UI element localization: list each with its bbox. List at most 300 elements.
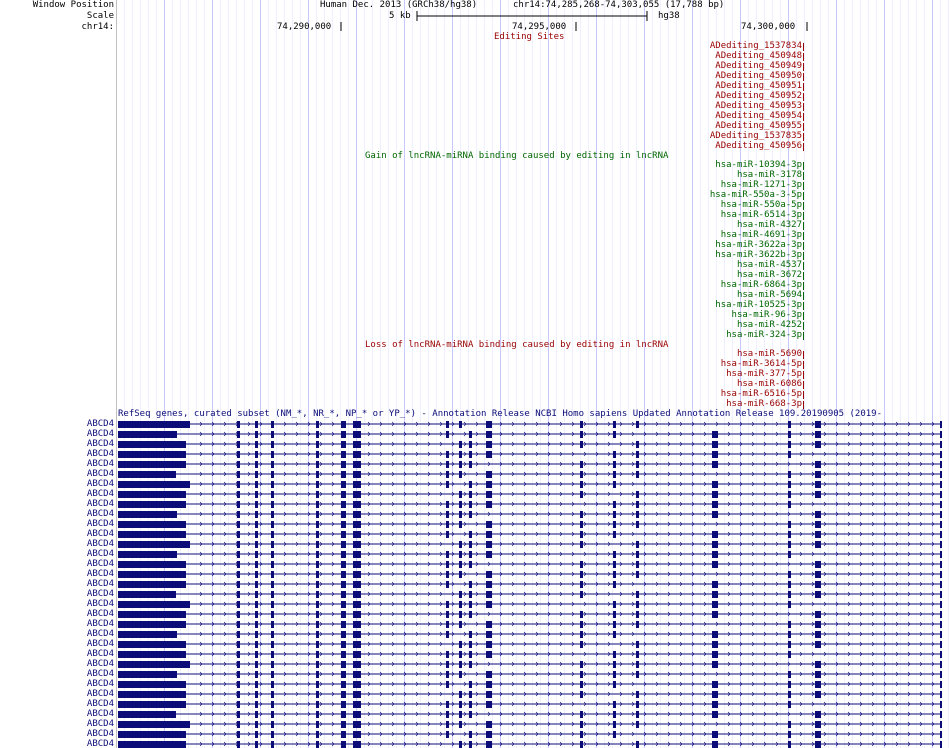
gene-exon-block bbox=[580, 491, 583, 498]
gene-exon-block bbox=[237, 671, 240, 678]
gain-track-title[interactable]: Gain of lncRNA-miRNA binding caused by editing in lncRNA bbox=[365, 151, 669, 161]
gene-exon-block bbox=[459, 701, 462, 708]
gene-exon-block bbox=[255, 481, 258, 488]
gene-exon-block bbox=[486, 651, 492, 658]
editing-site-mark bbox=[803, 103, 804, 111]
gene-exon-block bbox=[118, 441, 186, 448]
gene-exon-block bbox=[459, 451, 462, 458]
gene-exon-block bbox=[613, 561, 616, 568]
gene-exon-block bbox=[486, 731, 492, 738]
gene-exon-block bbox=[316, 431, 319, 438]
gene-row-label[interactable]: ABCD4 bbox=[86, 609, 114, 619]
gene-exon-block bbox=[341, 611, 346, 618]
gene-exon-block bbox=[174, 581, 177, 588]
chrom-label: chr14: bbox=[81, 22, 114, 32]
gene-exon-block bbox=[237, 621, 240, 628]
gene-exon-block bbox=[118, 711, 176, 718]
gene-exon-block bbox=[613, 661, 616, 668]
gene-exon-block bbox=[940, 471, 942, 478]
gene-exon-block bbox=[712, 501, 718, 508]
gene-exon-block bbox=[486, 581, 492, 588]
gene-exon-block bbox=[271, 621, 274, 628]
gene-exon-block bbox=[237, 491, 240, 498]
gene-exon-block bbox=[316, 501, 319, 508]
gene-exon-block bbox=[580, 471, 583, 478]
gene-exon-block bbox=[255, 631, 258, 638]
gene-exon-block bbox=[580, 481, 583, 488]
gene-exon-block bbox=[271, 611, 274, 618]
gene-exon-block bbox=[613, 531, 616, 538]
gene-exon-block bbox=[341, 421, 346, 428]
gene-exon-block bbox=[174, 451, 177, 458]
gene-exon-block bbox=[237, 481, 240, 488]
gene-row-label[interactable]: ABCD4 bbox=[86, 459, 114, 469]
gene-exon-block bbox=[316, 741, 319, 748]
gene-exon-block bbox=[486, 641, 492, 648]
gain-mirna-label[interactable]: hsa-miR-5694 bbox=[736, 290, 802, 300]
gene-exon-block bbox=[341, 511, 346, 518]
gene-exon-block bbox=[255, 671, 258, 678]
gene-exon-block bbox=[712, 561, 718, 568]
gene-exon-block bbox=[237, 641, 240, 648]
gene-exon-block bbox=[580, 741, 583, 748]
gene-row-label[interactable]: ABCD4 bbox=[86, 559, 114, 569]
gene-exon-block bbox=[341, 571, 346, 578]
gain-mirna-mark bbox=[803, 292, 804, 300]
gene-exon-block bbox=[341, 471, 346, 478]
gene-row-label[interactable]: ABCD4 bbox=[86, 529, 114, 539]
loss-mirna-label[interactable]: hsa-miR-377-5p bbox=[726, 369, 802, 379]
gene-exon-block bbox=[446, 531, 449, 538]
gene-exon-block bbox=[237, 461, 240, 468]
gene-exon-block bbox=[712, 611, 718, 618]
gene-exon-block bbox=[271, 501, 274, 508]
gene-exon-block bbox=[353, 731, 361, 738]
gain-mirna-label[interactable]: hsa-miR-3622a-3p bbox=[715, 240, 802, 250]
gene-exon-block bbox=[316, 691, 319, 698]
editing-site-mark bbox=[803, 123, 804, 131]
gene-exon-block bbox=[237, 561, 240, 568]
gene-exon-block bbox=[353, 571, 361, 578]
loss-mirna-label[interactable]: hsa-miR-5690 bbox=[736, 349, 802, 359]
gene-exon-block bbox=[636, 591, 639, 598]
gene-exon-block bbox=[459, 461, 462, 468]
gene-row-label[interactable]: ABCD4 bbox=[86, 689, 114, 699]
gene-row-label[interactable]: ABCD4 bbox=[86, 469, 114, 479]
gene-exon-block bbox=[271, 601, 274, 608]
editing-site-label[interactable]: ADediting_450955 bbox=[715, 121, 802, 131]
gene-exon-block bbox=[636, 671, 639, 678]
gene-exon-block bbox=[271, 671, 274, 678]
editing-site-label[interactable]: ADediting_450956 bbox=[715, 141, 802, 151]
gene-exon-block bbox=[636, 651, 639, 658]
gene-exon-block bbox=[316, 451, 319, 458]
gene-exon-block bbox=[940, 571, 942, 578]
gene-exon-block bbox=[788, 471, 791, 478]
gene-exon-block bbox=[459, 561, 462, 568]
gene-exon-block bbox=[712, 491, 718, 498]
gene-row-label[interactable]: ABCD4 bbox=[86, 519, 114, 529]
gene-exon-block bbox=[815, 441, 821, 448]
gene-row-label[interactable]: ABCD4 bbox=[86, 699, 114, 709]
loss-mirna-mark bbox=[803, 391, 804, 399]
gene-exon-block bbox=[486, 691, 492, 698]
gene-row-label[interactable]: ABCD4 bbox=[86, 549, 114, 559]
gene-exon-block bbox=[712, 651, 718, 658]
editing-site-label[interactable]: ADediting_450952 bbox=[715, 91, 802, 101]
gene-exon-block bbox=[118, 661, 190, 668]
editing-site-mark bbox=[803, 113, 804, 121]
gene-exon-block bbox=[613, 671, 616, 678]
assembly-text: Human Dec. 2013 (GRCh38/hg38) bbox=[320, 0, 478, 10]
gene-exon-block bbox=[815, 681, 821, 688]
gene-exon-block bbox=[446, 511, 449, 518]
gain-mirna-label[interactable]: hsa-miR-3622b-3p bbox=[715, 250, 802, 260]
gene-exon-block bbox=[353, 491, 361, 498]
gain-mirna-label[interactable]: hsa-miR-550a-3-5p bbox=[709, 190, 802, 200]
gain-mirna-mark bbox=[803, 302, 804, 310]
gene-exon-block bbox=[316, 471, 319, 478]
gene-exon-block bbox=[174, 461, 177, 468]
gene-exon-block bbox=[636, 721, 639, 728]
gain-mirna-mark bbox=[803, 242, 804, 250]
gene-exon-block bbox=[469, 551, 472, 558]
editing-site-mark bbox=[803, 43, 804, 51]
gene-exon-block bbox=[237, 711, 240, 718]
gene-exon-block bbox=[815, 691, 821, 698]
gene-row-label[interactable]: ABCD4 bbox=[86, 539, 114, 549]
gene-row-label[interactable]: ABCD4 bbox=[86, 659, 114, 669]
gene-exon-block bbox=[353, 501, 361, 508]
gene-exon-block bbox=[613, 471, 616, 478]
gene-exon-block bbox=[353, 641, 361, 648]
gene-exon-block bbox=[613, 621, 616, 628]
gene-exon-block bbox=[118, 621, 186, 628]
gene-exon-block bbox=[469, 731, 472, 738]
gene-exon-block bbox=[237, 541, 240, 548]
editing-site-label[interactable]: ADediting_1537834 bbox=[709, 41, 802, 51]
position-text: chr14:74,285,268-74,303,055 (17,788 bp) bbox=[513, 0, 725, 10]
gene-row-label[interactable]: ABCD4 bbox=[86, 599, 114, 609]
gene-row-label[interactable]: ABCD4 bbox=[86, 449, 114, 459]
loss-mirna-label[interactable]: hsa-miR-6516-5p bbox=[720, 389, 802, 399]
gain-mirna-label[interactable]: hsa-miR-6514-3p bbox=[720, 210, 802, 220]
gene-exon-block bbox=[940, 651, 942, 658]
gene-exon-block bbox=[788, 741, 791, 748]
gene-exon-block bbox=[815, 531, 821, 538]
gene-exon-block bbox=[237, 571, 240, 578]
gene-row-label[interactable]: ABCD4 bbox=[86, 499, 114, 509]
gene-row-label[interactable]: ABCD4 bbox=[86, 589, 114, 599]
gene-exon-block bbox=[237, 631, 240, 638]
gene-row-label[interactable]: ABCD4 bbox=[86, 479, 114, 489]
gain-mirna-label[interactable]: hsa-miR-324-3p bbox=[726, 330, 802, 340]
gene-row-label[interactable]: ABCD4 bbox=[86, 419, 114, 429]
gene-exon-block bbox=[341, 561, 346, 568]
gene-exon-block bbox=[237, 731, 240, 738]
gene-exon-block bbox=[580, 561, 583, 568]
gene-row-label[interactable]: ABCD4 bbox=[86, 569, 114, 579]
gene-exon-block bbox=[446, 611, 449, 618]
editing-site-label[interactable]: ADediting_1537835 bbox=[709, 131, 802, 141]
gene-exon-block bbox=[316, 511, 319, 518]
gain-mirna-mark bbox=[803, 322, 804, 330]
gene-exon-block bbox=[341, 441, 346, 448]
gene-exon-block bbox=[271, 691, 274, 698]
gene-exon-block bbox=[613, 581, 616, 588]
gene-exon-block bbox=[486, 431, 492, 438]
gene-exon-block bbox=[815, 481, 821, 488]
gene-exon-block bbox=[353, 611, 361, 618]
gene-exon-block bbox=[580, 531, 583, 538]
gene-row-label[interactable]: ABCD4 bbox=[86, 429, 114, 439]
gene-exon-block bbox=[788, 571, 791, 578]
gain-mirna-label[interactable]: hsa-miR-550a-5p bbox=[720, 200, 802, 210]
gene-exon-block bbox=[580, 731, 583, 738]
gene-exon-block bbox=[788, 701, 791, 708]
gene-exon-block bbox=[580, 711, 583, 718]
gene-exon-block bbox=[174, 521, 177, 528]
scale-assembly-label: hg38 bbox=[658, 11, 680, 21]
gene-exon-block bbox=[353, 651, 361, 658]
gain-mirna-mark bbox=[803, 202, 804, 210]
gain-mirna-mark bbox=[803, 282, 804, 290]
gene-exon-block bbox=[469, 651, 472, 658]
gene-exon-block bbox=[459, 741, 462, 748]
gene-exon-block bbox=[712, 431, 718, 438]
gene-exon-block bbox=[459, 671, 462, 678]
gene-row-label[interactable]: ABCD4 bbox=[86, 439, 114, 449]
gene-exon-block bbox=[255, 561, 258, 568]
gene-exon-block bbox=[636, 601, 639, 608]
gain-mirna-label[interactable]: hsa-miR-6864-3p bbox=[720, 280, 802, 290]
gene-exon-block bbox=[446, 551, 449, 558]
gene-exon-block bbox=[255, 741, 258, 748]
gene-exon-block bbox=[712, 641, 718, 648]
gene-exon-block bbox=[613, 711, 616, 718]
gene-exon-block bbox=[580, 661, 583, 668]
editing-site-label[interactable]: ADediting_450950 bbox=[715, 71, 802, 81]
gain-mirna-label[interactable]: hsa-miR-96-3p bbox=[731, 310, 802, 320]
gene-exon-block bbox=[459, 551, 462, 558]
loss-mirna-label[interactable]: hsa-miR-668-3p bbox=[726, 399, 802, 409]
gene-exon-block bbox=[237, 581, 240, 588]
gene-exon-block bbox=[486, 571, 492, 578]
gene-exon-block bbox=[353, 481, 361, 488]
gene-exon-block bbox=[446, 481, 449, 488]
gene-exon-block bbox=[174, 481, 177, 488]
gain-mirna-label[interactable]: hsa-miR-10394-3p bbox=[715, 160, 802, 170]
gene-exon-block bbox=[613, 631, 616, 638]
editing-site-label[interactable]: ADediting_450949 bbox=[715, 61, 802, 71]
gene-exon-block bbox=[237, 741, 240, 748]
gene-exon-block bbox=[469, 641, 472, 648]
gene-exon-block bbox=[237, 521, 240, 528]
gene-exon-block bbox=[636, 521, 639, 528]
gene-exon-block bbox=[271, 491, 274, 498]
gene-exon-block bbox=[636, 541, 639, 548]
gene-exon-block bbox=[446, 621, 449, 628]
gene-exon-block bbox=[788, 631, 791, 638]
gene-exon-block bbox=[353, 461, 361, 468]
gene-exon-block bbox=[469, 711, 472, 718]
gene-exon-block bbox=[712, 681, 718, 688]
gene-exon-block bbox=[469, 461, 472, 468]
gain-mirna-label[interactable]: hsa-miR-4252 bbox=[736, 320, 802, 330]
gene-exon-block bbox=[271, 571, 274, 578]
gain-mirna-label[interactable]: hsa-miR-4327 bbox=[736, 220, 802, 230]
gene-row-label[interactable]: ABCD4 bbox=[86, 719, 114, 729]
gene-row-label[interactable]: ABCD4 bbox=[86, 709, 114, 719]
gene-row-label[interactable]: ABCD4 bbox=[86, 619, 114, 629]
gene-exon-block bbox=[353, 451, 361, 458]
gene-exon-block bbox=[788, 651, 791, 658]
loss-mirna-label[interactable]: hsa-miR-6086 bbox=[736, 379, 802, 389]
gene-exon-block bbox=[486, 671, 492, 678]
gene-exon-block bbox=[271, 661, 274, 668]
gene-exon-block bbox=[271, 511, 274, 518]
gene-exon-block bbox=[815, 421, 821, 428]
gene-exon-block bbox=[316, 421, 319, 428]
gain-mirna-label[interactable]: hsa-miR-4537 bbox=[736, 260, 802, 270]
gene-exon-block bbox=[271, 441, 274, 448]
gene-exon-block bbox=[940, 461, 942, 468]
gene-exon-block bbox=[446, 501, 449, 508]
gene-exon-block bbox=[255, 611, 258, 618]
gene-exon-block bbox=[316, 571, 319, 578]
gene-exon-block bbox=[237, 431, 240, 438]
gene-exon-block bbox=[469, 611, 472, 618]
gene-exon-block bbox=[341, 551, 346, 558]
gene-exon-block bbox=[174, 661, 177, 668]
gene-exon-block bbox=[271, 431, 274, 438]
editing-site-label[interactable]: ADediting_450948 bbox=[715, 51, 802, 61]
gene-exon-block bbox=[237, 451, 240, 458]
gene-exon-block bbox=[341, 541, 346, 548]
gene-exon-block bbox=[636, 711, 639, 718]
gene-exon-block bbox=[486, 521, 492, 528]
gene-exon-block bbox=[469, 511, 472, 518]
gain-mirna-mark bbox=[803, 212, 804, 220]
gene-exon-block bbox=[255, 721, 258, 728]
editing-site-mark bbox=[803, 83, 804, 91]
gene-row-label[interactable]: ABCD4 bbox=[86, 509, 114, 519]
gene-exon-block bbox=[613, 421, 616, 428]
gene-exon-block bbox=[118, 601, 190, 608]
gene-row-label[interactable]: ABCD4 bbox=[86, 729, 114, 739]
gene-exon-block bbox=[316, 441, 319, 448]
gene-exon-block bbox=[940, 451, 942, 458]
gene-row-label[interactable]: ABCD4 bbox=[86, 649, 114, 659]
gene-exon-block bbox=[353, 561, 361, 568]
gene-exon-block bbox=[469, 661, 472, 668]
gene-exon-block bbox=[459, 711, 462, 718]
gene-exon-block bbox=[118, 681, 186, 688]
gene-exon-block bbox=[255, 541, 258, 548]
gain-mirna-label[interactable]: hsa-miR-3178 bbox=[736, 170, 802, 180]
gene-exon-block bbox=[613, 511, 616, 518]
gene-exon-block bbox=[446, 671, 449, 678]
gene-exon-block bbox=[353, 591, 361, 598]
gene-row-label[interactable]: ABCD4 bbox=[86, 579, 114, 589]
gene-exon-block bbox=[459, 591, 462, 598]
gene-exon-block bbox=[469, 591, 472, 598]
gain-mirna-label[interactable]: hsa-miR-4691-3p bbox=[720, 230, 802, 240]
gene-row-label[interactable]: ABCD4 bbox=[86, 639, 114, 649]
gene-exon-block bbox=[636, 471, 639, 478]
gene-exon-block bbox=[580, 631, 583, 638]
gene-exon-block bbox=[712, 541, 718, 548]
gene-exon-block bbox=[237, 531, 240, 538]
editing-site-label[interactable]: ADediting_450954 bbox=[715, 111, 802, 121]
gene-exon-block bbox=[271, 481, 274, 488]
gain-mirna-mark bbox=[803, 232, 804, 240]
gene-exon-block bbox=[255, 711, 258, 718]
gene-row-label[interactable]: ABCD4 bbox=[86, 739, 114, 748]
gene-exon-block bbox=[940, 541, 942, 548]
gene-exon-block bbox=[316, 581, 319, 588]
gene-exon-block bbox=[237, 511, 240, 518]
gene-exon-block bbox=[788, 581, 791, 588]
gene-exon-block bbox=[255, 571, 258, 578]
gene-exon-block bbox=[353, 711, 361, 718]
gene-track-title[interactable]: RefSeq genes, curated subset (NM_*, NR_*, NP_* or YP_*) - Annotation Release NCBI Homo sapiens Updated Annotation Release 109.20190905 (2019- bbox=[118, 409, 883, 419]
gain-mirna-label[interactable]: hsa-miR-3672 bbox=[736, 270, 802, 280]
gene-exon-block bbox=[118, 431, 176, 438]
gene-exon-block bbox=[580, 441, 583, 448]
gene-row-label[interactable]: ABCD4 bbox=[86, 489, 114, 499]
gene-exon-block bbox=[174, 691, 177, 698]
gene-exon-block bbox=[712, 601, 718, 608]
editing-site-label[interactable]: ADediting_450953 bbox=[715, 101, 802, 111]
gene-row-label[interactable]: ABCD4 bbox=[86, 679, 114, 689]
gene-exon-block bbox=[940, 661, 942, 668]
gene-exon-block bbox=[237, 701, 240, 708]
editing-track-title[interactable]: Editing Sites bbox=[494, 32, 565, 42]
gain-mirna-label[interactable]: hsa-miR-1271-3p bbox=[720, 180, 802, 190]
gene-exon-block bbox=[271, 561, 274, 568]
gene-exon-block bbox=[341, 521, 346, 528]
gene-exon-block bbox=[486, 501, 492, 508]
gene-exon-block bbox=[118, 501, 186, 508]
editing-site-label[interactable]: ADediting_450951 bbox=[715, 81, 802, 91]
loss-mirna-label[interactable]: hsa-miR-3614-5p bbox=[720, 359, 802, 369]
gene-exon-block bbox=[255, 731, 258, 738]
gene-exon-block bbox=[486, 681, 492, 688]
gene-exon-block bbox=[353, 671, 361, 678]
gene-exon-block bbox=[580, 671, 583, 678]
gene-exon-block bbox=[712, 551, 718, 558]
gain-mirna-label[interactable]: hsa-miR-10525-3p bbox=[715, 300, 802, 310]
gene-exon-block bbox=[316, 601, 319, 608]
gene-exon-block bbox=[446, 711, 449, 718]
gene-row-label[interactable]: ABCD4 bbox=[86, 629, 114, 639]
gene-exon-block bbox=[788, 491, 791, 498]
gene-exon-block bbox=[459, 421, 462, 428]
gene-exon-block bbox=[940, 421, 942, 428]
gene-exon-block bbox=[613, 731, 616, 738]
gene-exon-block bbox=[255, 701, 258, 708]
gene-row-label[interactable]: ABCD4 bbox=[86, 669, 114, 679]
gene-exon-block bbox=[486, 441, 492, 448]
gene-exon-block bbox=[255, 441, 258, 448]
gene-exon-block bbox=[469, 451, 472, 458]
gene-exon-block bbox=[255, 581, 258, 588]
loss-track-title[interactable]: Loss of lncRNA-miRNA binding caused by editing in lncRNA bbox=[365, 340, 669, 350]
gene-exon-block bbox=[580, 721, 583, 728]
gene-exon-block bbox=[316, 701, 319, 708]
gene-exon-block bbox=[940, 441, 942, 448]
